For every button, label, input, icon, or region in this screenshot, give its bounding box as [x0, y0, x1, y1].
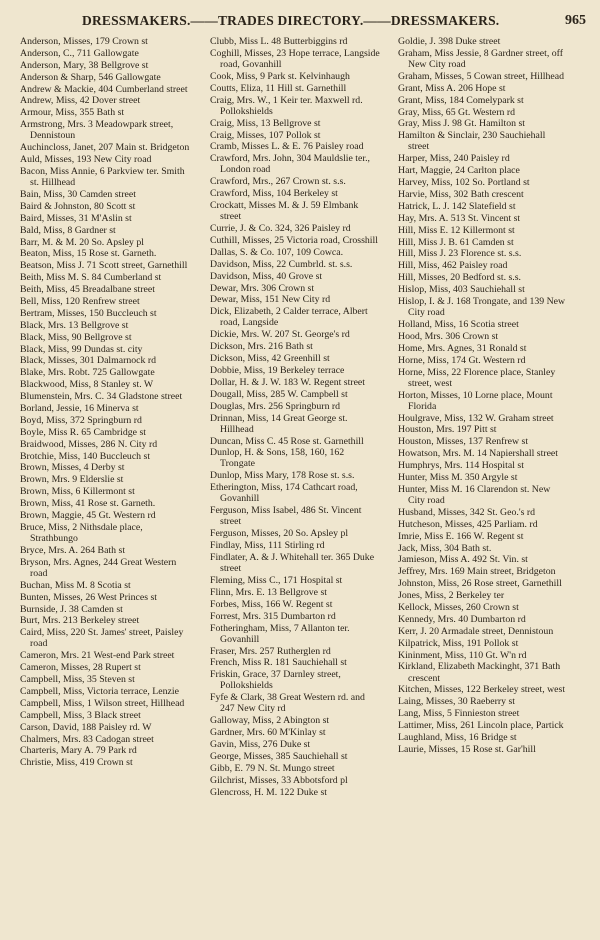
directory-entry: Davidson, Miss, 40 Grove st: [210, 270, 323, 282]
directory-entry: Beatson, Miss J. 71 Scott street, Garnethill: [20, 260, 188, 272]
directory-entry: Armour, Miss, 355 Bath st: [20, 107, 125, 119]
directory-entry: Holland, Miss, 16 Scotia street: [398, 318, 519, 330]
directory-entry: Barr, M. & M. 20 So. Apsley pl: [20, 236, 144, 248]
directory-entry: Kilpatrick, Miss, 191 Pollok st: [398, 637, 519, 649]
directory-entry: Laing, Misses, 30 Raeberry st: [398, 696, 515, 708]
directory-entry: Anderson & Sharp, 546 Gallowgate: [20, 71, 161, 83]
directory-entry: Kitchen, Misses, 122 Berkeley street, west: [398, 684, 566, 696]
directory-entry: Houston, Misses, 137 Renfrew st: [398, 436, 529, 448]
directory-entry: Cramb, Misses L. & E. 76 Paisley road: [210, 141, 364, 153]
directory-entry: Howatson, Mrs. M. 14 Napiershall street: [398, 448, 558, 460]
directory-entry: Grant, Miss, 184 Comelypark st: [398, 94, 524, 106]
directory-entry: Harvey, Miss, 102 So. Portland st: [398, 177, 530, 189]
directory-entry: Brown, Miss, 41 Rose st. Garneth.: [20, 498, 156, 510]
directory-entry: Craig, Miss, 13 Bellgrove st: [210, 117, 321, 129]
directory-entry: Harper, Miss, 240 Paisley rd: [398, 153, 510, 165]
directory-entry: Houston, Mrs. 197 Pitt st: [398, 424, 497, 436]
directory-entry: Douglas, Mrs. 256 Springburn rd: [210, 400, 341, 412]
directory-entry: Dobbie, Miss, 19 Berkeley terrace: [210, 364, 345, 376]
directory-entry: Horne, Miss, 22 Florence place, Stanley street, west: [398, 366, 556, 389]
directory-entry: Boyd, Miss, 372 Springburn rd: [20, 414, 142, 426]
directory-entry: Crawford, Mrs., 267 Crown st. s.s.: [210, 176, 346, 188]
directory-entry: Hill, Misses, 20 Bedford st. s.s.: [398, 272, 522, 284]
directory-entry: Anderson, C., 711 Gallowgate: [20, 47, 139, 59]
directory-column-2: [210, 36, 380, 799]
directory-entry: Beaton, Miss, 15 Rose st. Garneth.: [20, 248, 157, 260]
directory-entry: Hay, Mrs. A. 513 St. Vincent st: [398, 212, 521, 224]
directory-entry: Dunlop, H. & Sons, 158, 160, 162 Trongate: [210, 447, 345, 470]
directory-entry: Hill, Miss J. B. 61 Camden st: [398, 236, 514, 248]
directory-entry: Hatrick, L. J. 142 Slatefield st: [398, 200, 516, 212]
directory-entry: Graham, Miss Jessie, 8 Gardner street, off New City road: [398, 47, 563, 70]
directory-entry: Burt, Mrs. 213 Berkeley street: [20, 615, 140, 627]
directory-entry: Hart, Maggie, 24 Carlton place: [398, 165, 520, 177]
directory-entry: Dickie, Mrs. W. 207 St. George's rd: [210, 329, 350, 341]
directory-entry: Hill, Miss J. 23 Florence st. s.s.: [398, 248, 522, 260]
directory-entry: Hislop, I. & J. 168 Trongate, and 139 New City road: [398, 296, 566, 319]
directory-entry: Forrest, Mrs. 315 Dumbarton rd: [210, 610, 336, 622]
directory-entry: Bain, Miss, 30 Camden street: [20, 188, 136, 200]
directory-entry: Black, Miss, 99 Dundas st. city: [20, 343, 143, 355]
directory-entry: Black, Misses, 301 Dalmarnock rd: [20, 355, 157, 367]
directory-entry: Anderson, Mary, 38 Bellgrove st: [20, 59, 149, 71]
directory-entry: Gardner, Mrs. 60 M'Kinlay st: [210, 727, 326, 739]
directory-entry: Hill, Miss E. 12 Killermont st: [398, 224, 515, 236]
directory-entry: Duncan, Miss C. 45 Rose st. Garnethill: [210, 435, 364, 447]
directory-entry: Campbell, Miss, 3 Black street: [20, 709, 141, 721]
directory-column-1: [20, 36, 190, 769]
directory-entry: Flinn, Mrs. E. 13 Bellgrove st: [210, 586, 328, 598]
directory-entry: Hunter, Miss M. 16 Clarendon st. New City road: [398, 483, 551, 506]
directory-entry: Hislop, Miss, 403 Sauchiehall st: [398, 284, 525, 296]
directory-entry: Black, Mrs. 13 Bellgrove st: [20, 319, 129, 331]
directory-entry: Craig, Mrs. W., 1 Keir ter. Maxwell rd. Pollokshields: [210, 94, 363, 117]
directory-entry: Goldie, J. 398 Duke street: [398, 36, 501, 47]
directory-entry: Beith, Miss M. S. 84 Cumberland st: [20, 272, 162, 284]
directory-entry: Gray, Miss, 65 Gt. Western rd: [398, 106, 516, 118]
directory-entry: Buchan, Miss M. 8 Scotia st: [20, 579, 131, 591]
directory-entry: Gilchrist, Misses, 33 Abbotsford pl: [210, 774, 348, 786]
directory-entry: Blackwood, Miss, 8 Stanley st. W: [20, 379, 154, 391]
directory-entry: Husband, Misses, 342 St. Geo.'s rd: [398, 506, 536, 518]
directory-entry: Baird & Johnston, 80 Scott st: [20, 200, 136, 212]
directory-entry: Jeffrey, Mrs. 169 Main street, Bridgeton: [398, 566, 556, 578]
directory-entry: Anderson, Misses, 179 Crown st: [20, 36, 148, 47]
directory-entry: Brotchie, Miss, 140 Buccleuch st: [20, 450, 151, 462]
directory-entry: Friskin, Grace, 37 Darnley street, Pollokshields: [210, 669, 341, 692]
directory-entry: Bruce, Miss, 2 Nithsdale place, Strathbungo: [20, 521, 143, 545]
directory-entry: Dick, Elizabeth, 2 Calder terrace, Albert road, Langside: [210, 306, 368, 329]
directory-entry: Graham, Misses, 5 Cowan street, Hillhead: [398, 70, 564, 82]
directory-entry: Bell, Miss, 120 Renfrew street: [20, 296, 140, 307]
directory-entry: Borland, Jessie, 16 Minerva st: [20, 403, 139, 415]
directory-entry: Currie, J. & Co. 324, 326 Paisley rd: [210, 223, 351, 235]
directory-entry: Bunten, Misses, 26 West Princes st: [20, 591, 158, 603]
directory-entry: Dougall, Miss, 285 W. Campbell st: [210, 388, 348, 400]
directory-entry: Brown, Misses, 4 Derby st: [20, 462, 125, 474]
directory-entry: Kennedy, Mrs. 40 Dumbarton rd: [398, 613, 526, 625]
directory-entry: Houlgrave, Miss, 132 W. Graham street: [398, 412, 554, 424]
directory-entry: Kininment, Miss, 110 Gt. W'n rd: [398, 649, 527, 661]
directory-entry: Drinnan, Miss, 14 Great George st. Hillhead: [210, 412, 348, 435]
directory-entry: Findlay, Miss, 111 Stirling rd: [210, 540, 325, 552]
running-title: DRESSMAKERS.——TRADES DIRECTORY.——DRESSMAKERS.: [82, 13, 500, 28]
directory-entry: Bald, Miss, 8 Gardner st: [20, 224, 116, 236]
directory-entry: Fyfe & Clark, 38 Great Western rd. and 247 New City rd: [210, 692, 365, 715]
directory-entry: Kerr, J. 20 Armadale street, Dennistoun: [398, 625, 554, 637]
directory-entry: Auld, Misses, 193 New City road: [20, 154, 152, 166]
directory-entry: Armstrong, Mrs. 3 Meadowpark street, Dennistoun: [20, 119, 174, 142]
directory-entry: Bryce, Mrs. A. 264 Bath st: [20, 544, 126, 556]
directory-entry: Campbell, Miss, 1 Wilson street, Hillhead: [20, 697, 185, 709]
directory-entry: Johnston, Miss, 26 Rose street, Garnethill: [398, 578, 562, 590]
directory-entry: Etherington, Miss, 174 Cathcart road, Govanhill: [210, 482, 358, 505]
page-number: 965: [565, 13, 586, 28]
directory-entry: Jamieson, Miss A. 492 St. Vin. st: [398, 554, 528, 566]
directory-entry: Campbell, Miss, 35 Steven st: [20, 674, 135, 686]
directory-entry: Bacon, Miss Annie, 6 Parkview ter. Smith st. Hillhead: [20, 166, 185, 189]
directory-entry: Jones, Miss, 2 Berkeley ter: [398, 590, 505, 602]
directory-entry: Coutts, Eliza, 11 Hill st. Garnethill: [210, 82, 347, 94]
directory-entry: Caird, Miss, 220 St. James' street, Paisley road: [20, 627, 184, 650]
directory-entry: Hamilton & Sinclair, 230 Sauchiehall street: [398, 130, 546, 153]
directory-entry: Horne, Miss, 174 Gt. Western rd: [398, 354, 526, 366]
page-header: [0, 10, 600, 30]
directory-entry: Findlater, A. & J. Whitehall ter. 365 Duke street: [210, 552, 375, 575]
directory-entry: Dewar, Mrs. 306 Crown st: [210, 282, 315, 294]
directory-entry: Fleming, Miss C., 171 Hospital st: [210, 575, 343, 586]
directory-entry: Bryson, Mrs. Agnes, 244 Great Western road: [20, 556, 177, 579]
directory-entry: Gray, Miss J. 98 Gt. Hamilton st: [398, 118, 525, 130]
directory-entry: Dunlop, Miss Mary, 178 Rose st. s.s.: [210, 470, 355, 482]
directory-entry: Glencross, H. M. 122 Duke st: [210, 786, 328, 798]
directory-entry: Kellock, Misses, 260 Crown st: [398, 601, 519, 613]
directory-entry: Blake, Mrs. Robt. 725 Gallowgate: [20, 367, 155, 379]
directory-entry: Crawford, Mrs. John, 304 Mauldslie ter., London road: [210, 153, 370, 176]
directory-entry: Coghill, Misses, 23 Hope terrace, Langside road, Govanhill: [210, 47, 380, 70]
directory-entry: Ferguson, Miss Isabel, 486 St. Vincent street: [210, 505, 362, 528]
directory-entry: Cuthill, Misses, 25 Victoria road, Crosshill: [210, 234, 378, 246]
directory-column-3: [398, 36, 568, 756]
directory-entry: Hood, Mrs. 306 Crown st: [398, 330, 499, 342]
directory-entry: Hill, Miss, 462 Paisley road: [398, 260, 508, 272]
directory-entry: Gibb, E. 79 N. St. Mungo street: [210, 762, 335, 774]
directory-entry: Brown, Maggie, 45 Gt. Western rd: [20, 510, 156, 522]
directory-entry: French, Miss R. 181 Sauchiehall st: [210, 657, 347, 669]
directory-entry: Bertram, Misses, 150 Buccleuch st: [20, 307, 157, 319]
directory-entry: Imrie, Miss E. 166 W. Regent st: [398, 530, 524, 542]
directory-entry: Horton, Misses, 10 Lorne place, Mount Florida: [398, 389, 553, 412]
directory-entry: Brown, Mrs. 9 Elderslie st: [20, 474, 124, 486]
directory-entry: Davidson, Miss, 22 Cumbrld. st. s.s.: [210, 258, 353, 270]
directory-entry: Crawford, Miss, 104 Berkeley st: [210, 188, 338, 200]
directory-entry: Dickson, Mrs. 216 Bath st: [210, 341, 313, 353]
directory-entry: Craig, Misses, 107 Pollok st: [210, 129, 321, 141]
directory-entry: Chalmers, Mrs. 83 Cadogan street: [20, 733, 154, 745]
directory-entry: Laughland, Miss, 16 Bridge st: [398, 731, 517, 743]
directory-entry: Auchincloss, Janet, 207 Main st. Bridgeton: [20, 142, 190, 154]
directory-entry: Fotheringham, Miss, 7 Allanton ter. Govanhill: [210, 622, 350, 645]
directory-entry: Gavin, Miss, 276 Duke st: [210, 739, 311, 751]
directory-entry: Crockatt, Misses M. & J. 59 Elmbank street: [210, 200, 359, 223]
directory-entry: Grant, Miss A. 206 Hope st: [398, 82, 506, 94]
directory-entry: Andrew, Miss, 42 Dover street: [20, 95, 141, 107]
directory-entry: Blumenstein, Mrs. C. 34 Gladstone street: [20, 391, 183, 403]
directory-entry: Humphrys, Mrs. 114 Hospital st: [398, 460, 524, 472]
directory-entry: Christie, Miss, 419 Crown st: [20, 757, 133, 769]
directory-entry: Brown, Miss, 6 Killermont st: [20, 486, 135, 498]
directory-entry: Hunter, Miss M. 350 Argyle st: [398, 471, 518, 483]
directory-entry: Charteris, Mary A. 79 Park rd: [20, 745, 137, 757]
directory-entry: Baird, Misses, 31 M'Aslin st: [20, 212, 132, 224]
directory-entry: Braidwood, Misses, 286 N. City rd: [20, 438, 158, 450]
directory-entry: Harvie, Miss, 302 Bath crescent: [398, 188, 524, 200]
directory-entry: Kirkland, Elizabeth Mackinght, 371 Bath crescent: [398, 661, 561, 684]
directory-entry: Dickson, Miss, 42 Greenhill st: [210, 353, 330, 365]
directory-entry: Cameron, Misses, 28 Rupert st: [20, 662, 141, 674]
directory-entry: George, Misses, 385 Sauchiehall st: [210, 750, 348, 762]
directory-entry: Cameron, Mrs. 21 West-end Park street: [20, 650, 175, 662]
directory-entry: Andrew & Mackie, 404 Cumberland street: [20, 83, 188, 95]
directory-entry: Cook, Miss, 9 Park st. Kelvinhaugh: [210, 70, 350, 82]
directory-entry: Jack, Miss, 304 Bath st.: [398, 542, 492, 554]
directory-entry: Laurie, Misses, 15 Rose st. Gar'hill: [398, 743, 536, 755]
directory-entry: Hutcheson, Misses, 425 Parliam. rd: [398, 518, 538, 530]
directory-entry: Dollar, H. & J. W. 183 W. Regent street: [210, 376, 365, 388]
directory-entry: Galloway, Miss, 2 Abington st: [210, 715, 330, 727]
directory-entry: Fraser, Mrs. 257 Rutherglen rd: [210, 645, 331, 657]
directory-entry: Home, Mrs. Agnes, 31 Ronald st: [398, 342, 527, 354]
directory-entry: Ferguson, Misses, 20 So. Apsley pl: [210, 528, 349, 540]
directory-entry: Dallas, S. & Co. 107, 109 Cowca.: [210, 246, 344, 258]
directory-entry: Lattimer, Miss, 261 Lincoln place, Partick: [398, 720, 564, 732]
directory-entry: Lang, Miss, 5 Finnieston street: [398, 708, 520, 720]
directory-entry: Carson, David, 188 Paisley rd. W: [20, 721, 152, 733]
directory-entry: Clubb, Miss L. 48 Butterbiggins rd: [210, 36, 348, 47]
directory-entry: Black, Miss, 90 Bellgrove st: [20, 331, 132, 343]
directory-entry: Dewar, Miss, 151 New City rd: [210, 294, 331, 306]
directory-entry: Boyle, Miss R. 65 Cambridge st: [20, 426, 147, 438]
directory-entry: Beith, Miss, 45 Breadalbane street: [20, 284, 155, 296]
directory-entry: Burnside, J. 38 Camden st: [20, 603, 123, 615]
directory-entry: Campbell, Miss, Victoria terrace, Lenzie: [20, 686, 179, 697]
directory-entry: Forbes, Miss, 166 W. Regent st: [210, 598, 333, 610]
